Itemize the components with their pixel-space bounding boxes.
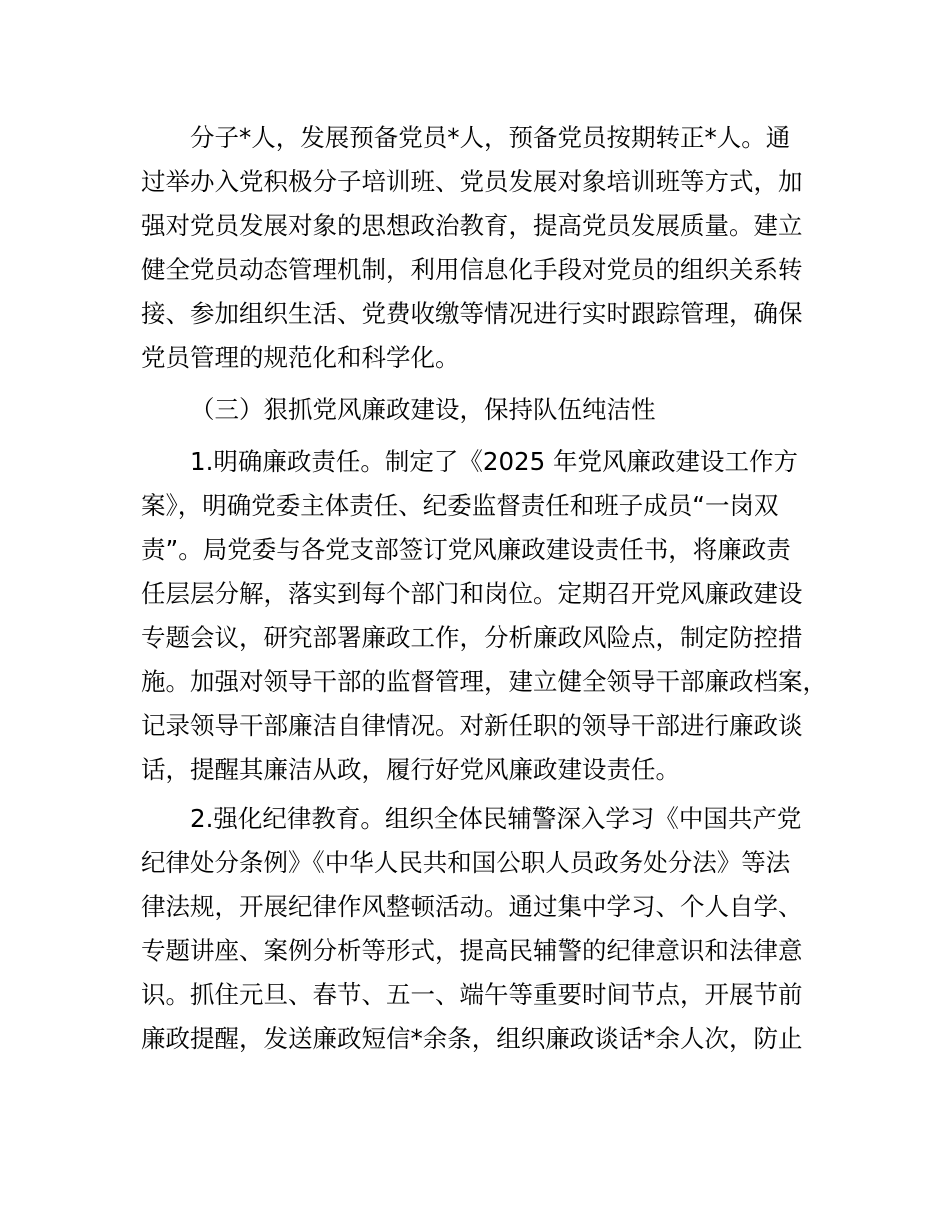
paragraph-line: 纪律处分条例》《中华人民共和国公职人员政务处分法》等法	[141, 848, 791, 877]
paragraph-line: 专题讲座、案例分析等形式，提高民辅警的纪律意识和法律意	[141, 936, 803, 965]
paragraph-line: 识。抓住元旦、春节、五一、端午等重要时间节点，开展节前	[141, 980, 803, 1009]
paragraph-line: 责”。局党委与各党支部签订党风廉政建设责任书，将廉政责	[141, 535, 791, 564]
paragraph-line: 律法规，开展纪律作风整顿活动。通过集中学习、个人自学、	[141, 892, 803, 921]
paragraph-line: 话，提醒其廉洁从政，履行好党风廉政建设责任。	[141, 755, 680, 784]
section-heading: （三）狠抓党风廉政建设，保持队伍纯洁性	[190, 395, 656, 424]
paragraph-line: 2.强化纪律教育。组织全体民辅警深入学习《中国共产党	[190, 804, 802, 833]
paragraph-line: 专题会议，研究部署廉政工作，分析廉政风险点，制定防控措	[141, 623, 803, 652]
paragraph-line: 强对党员发展对象的思想政治教育，提高党员发展质量。建立	[141, 211, 803, 240]
paragraph-line: 分子*人，发展预备党员*人，预备党员按期转正*人。通	[190, 123, 791, 152]
paragraph-line: 党员管理的规范化和科学化。	[141, 343, 460, 372]
paragraph-line: 施。加强对领导干部的监督管理，建立健全领导干部廉政档案，	[141, 667, 827, 696]
paragraph-line: 过举办入党积极分子培训班、党员发展对象培训班等方式，加	[141, 167, 803, 196]
paragraph-line: 1.明确廉政责任。制定了《2025 年党风廉政建设工作方	[190, 447, 799, 476]
paragraph-line: 健全党员动态管理机制，利用信息化手段对党员的组织关系转	[141, 255, 803, 284]
paragraph-line: 记录领导干部廉洁自律情况。对新任职的领导干部进行廉政谈	[141, 711, 803, 740]
paragraph-line: 廉政提醒，发送廉政短信*余条，组织廉政谈话*余人次，防止	[141, 1024, 803, 1053]
paragraph-line: 接、参加组织生活、党费收缴等情况进行实时跟踪管理，确保	[141, 299, 803, 328]
paragraph-line: 案》，明确党委主体责任、纪委监督责任和班子成员“一岗双	[141, 491, 779, 520]
paragraph-line: 任层层分解，落实到每个部门和岗位。定期召开党风廉政建设	[141, 579, 803, 608]
